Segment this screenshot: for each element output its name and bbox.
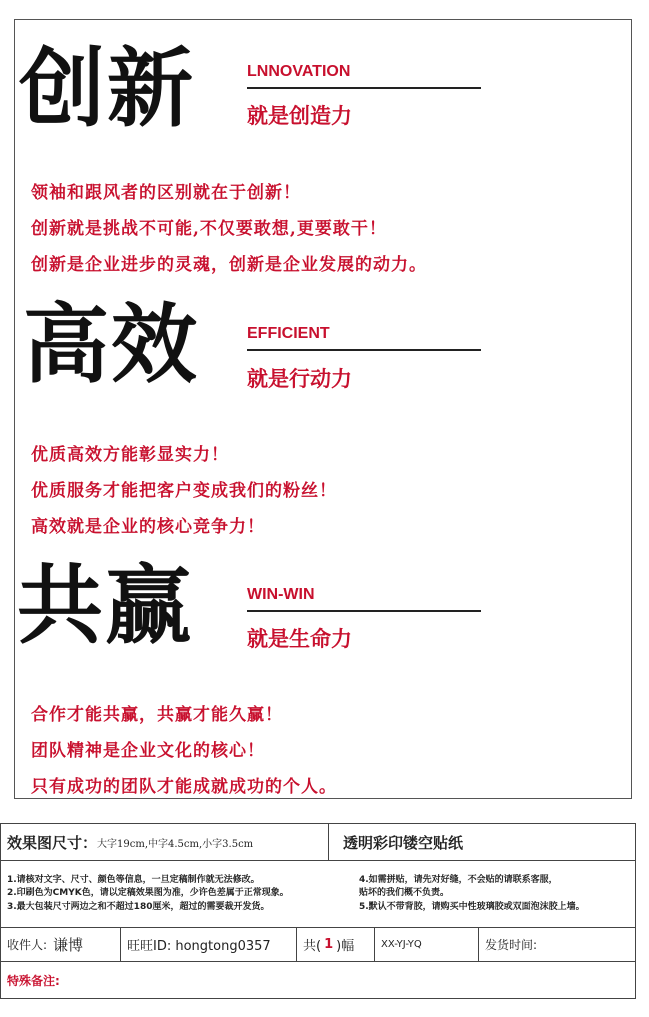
slogan-line: 优质服务才能把客户变成我们的粉丝！ bbox=[31, 481, 337, 501]
receiver-name: 谦博 bbox=[53, 936, 84, 954]
section-english: LNNOVATION bbox=[247, 63, 351, 80]
count-prefix: 共( bbox=[303, 939, 322, 954]
order-code: XX-YJ-YQ bbox=[375, 928, 479, 961]
ship-time: 发货时间: bbox=[485, 938, 538, 952]
divider-line bbox=[247, 87, 481, 89]
slogan-line: 只有成功的团队才能成就成功的个人。 bbox=[31, 777, 337, 797]
divider-line bbox=[247, 349, 481, 351]
section-title: 共赢 bbox=[17, 555, 193, 656]
wangwang-id: 旺旺ID: hongtong0357 bbox=[121, 928, 297, 961]
slogan-line: 领袖和跟风者的区别就在于创新！ bbox=[31, 183, 301, 203]
section-title: 创新 bbox=[19, 38, 195, 139]
count-suffix: )幅 bbox=[336, 939, 355, 954]
size-cell bbox=[1, 824, 329, 860]
shipping-row bbox=[1, 928, 635, 962]
note-line: 2.印刷色为CMYK色，请以定稿效果图为准，少许色差属于正常现象。 bbox=[7, 888, 289, 899]
product-name: 透明彩印镂空贴纸 bbox=[343, 833, 464, 852]
note-line: 1.请核对文字、尺寸、颜色等信息，一旦定稿制作就无法修改。 bbox=[7, 875, 260, 886]
note-line: 5.默认不带背胶，请购买中性玻璃胶或双面泡沫胶上墙。 bbox=[359, 901, 585, 912]
note-line: 贴坏的我们概不负责。 bbox=[359, 888, 450, 899]
size-row bbox=[1, 824, 635, 861]
slogan-line: 优质高效方能彰显实力！ bbox=[31, 445, 229, 465]
section-title: 高效 bbox=[23, 294, 199, 395]
notes-left bbox=[1, 861, 353, 927]
notes-row bbox=[1, 861, 635, 928]
slogan-line: 团队精神是企业文化的核心！ bbox=[31, 741, 265, 761]
section-subtitle: 就是行动力 bbox=[247, 367, 352, 391]
section-subtitle: 就是生命力 bbox=[247, 627, 352, 651]
size-value: 大字19cm,中字4.5cm,小字3.5cm bbox=[97, 838, 254, 850]
count-cell bbox=[297, 928, 375, 961]
slogan-line: 合作才能共赢，共赢才能久赢！ bbox=[31, 705, 283, 725]
notes-right bbox=[353, 861, 635, 927]
slogan-line: 创新就是挑战不可能,不仅要敢想,更要敢干！ bbox=[31, 219, 387, 239]
receiver-label: 收件人: bbox=[7, 938, 48, 952]
note-line: 3.最大包装尺寸两边之和不超过180厘米，超过的需要裁开发货。 bbox=[7, 901, 270, 912]
remark-label: 特殊备注: bbox=[7, 973, 60, 988]
slogan-line: 高效就是企业的核心竞争力！ bbox=[31, 517, 265, 537]
poster-panel bbox=[14, 19, 632, 799]
order-info-table bbox=[0, 823, 636, 999]
section-english: WIN-WIN bbox=[247, 586, 315, 603]
section-subtitle: 就是创造力 bbox=[247, 104, 352, 128]
section-english: EFFICIENT bbox=[247, 325, 330, 342]
receiver-cell bbox=[1, 928, 121, 961]
size-label: 效果图尺寸： bbox=[7, 833, 98, 852]
count-value: 1 bbox=[324, 937, 334, 952]
remark-row bbox=[1, 962, 635, 998]
slogan-line: 创新是企业进步的灵魂，创新是企业发展的动力。 bbox=[31, 255, 427, 275]
note-line: 4.如需拼贴，请先对好缝，不会贴的请联系客服， bbox=[359, 875, 558, 886]
divider-line bbox=[247, 610, 481, 612]
